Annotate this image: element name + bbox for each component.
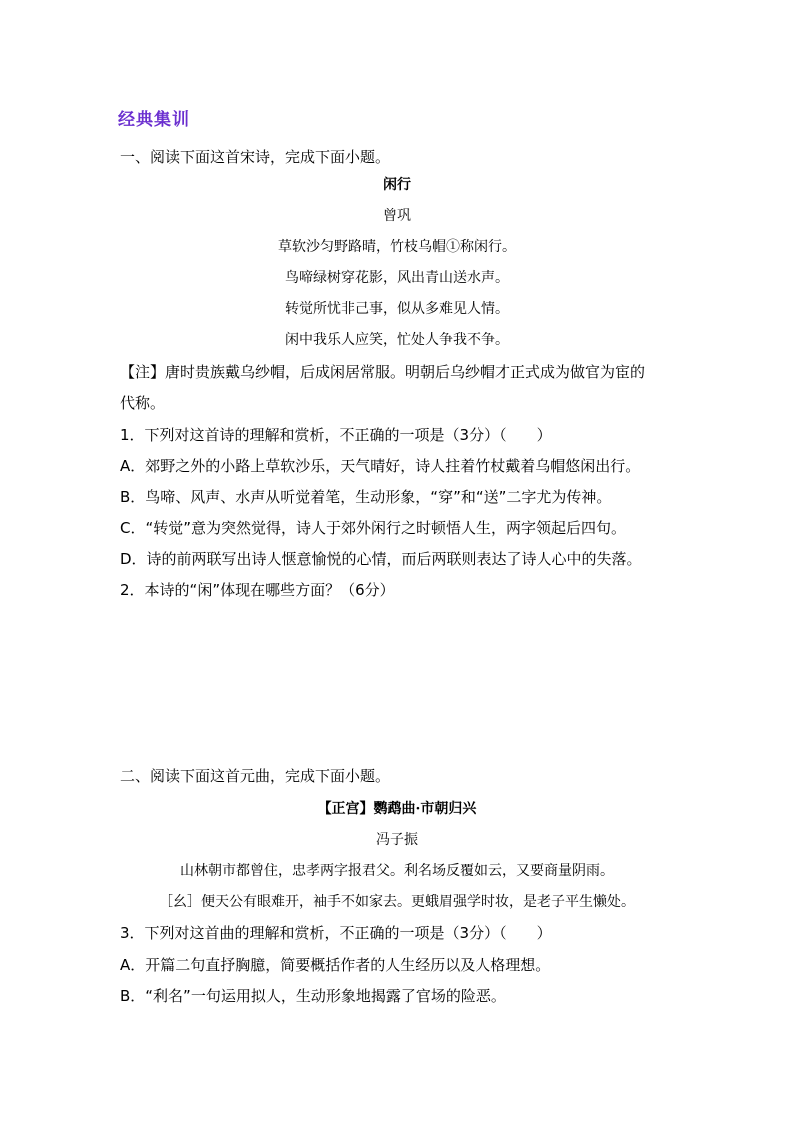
poem1-line-4: 闲中我乐人应笑，忙处人争我不争。 [285,332,509,348]
question-1-option-b: B．鸟啼、风声、水声从听觉着笔，生动形象，“穿”和“送”二字尤为传神。 [120,488,612,506]
poem1-line-1: 草软沙匀野路晴，竹枝乌帽①称闲行。 [278,239,516,255]
poem1-line-3: 转觉所忧非己事，似从多难见人情。 [285,301,509,317]
section2-intro: 二、阅读下面这首元曲，完成下面小题。 [120,767,391,785]
poem2-line-1: 山林朝市都曾住，忠孝两字报君父。利名场反覆如云，又要商量阴雨。 [180,863,614,879]
section-title: 经典集训 [118,110,190,130]
poem1-note-line-1: 【注】唐时贵族戴乌纱帽，后成闲居常服。明朝后乌纱帽才正式成为做官为宦的 [120,363,646,381]
poem2-author: 冯子振 [376,832,418,848]
question-1: 1．下列对这首诗的理解和赏析，不正确的一项是（3分）（ ） [120,426,552,444]
question-1-option-d: D．诗的前两联写出诗人惬意愉悦的心情，而后两联则表达了诗人心中的失落。 [120,550,642,568]
question-1-option-a: A．郊野之外的小路上草软沙乐，天气晴好，诗人拄着竹杖戴着乌帽悠闲出行。 [120,457,641,475]
poem1-note-line-2: 代称。 [120,394,166,412]
question-3-option-b: B．“利名”一句运用拟人，生动形象地揭露了官场的险恶。 [120,987,506,1005]
poem2-title: 【正宫】鹦鹉曲·市朝归兴 [317,801,477,817]
poem1-author: 曾巩 [383,208,411,224]
question-1-option-c: C．“转觉”意为突然觉得，诗人于郊外闲行之时顿悟人生，两字领起后四句。 [120,519,627,537]
section1-intro: 一、阅读下面这首宋诗，完成下面小题。 [120,148,391,166]
question-3: 3．下列对这首曲的理解和赏析，不正确的一项是（3分）（ ） [120,924,552,942]
poem2-line-2: ［幺］便天公有眼难开，袖手不如家去。更蛾眉强学时妆，是老子平生懒处。 [159,894,635,910]
question-2: 2．本诗的“闲”体现在哪些方面？（6分） [120,581,395,599]
poem1-title: 闲行 [383,177,411,193]
poem1-line-2: 鸟啼绿树穿花影，风出青山送水声。 [285,270,509,286]
question-3-option-a: A．开篇二句直抒胸臆，简要概括作者的人生经历以及人格理想。 [120,956,551,974]
